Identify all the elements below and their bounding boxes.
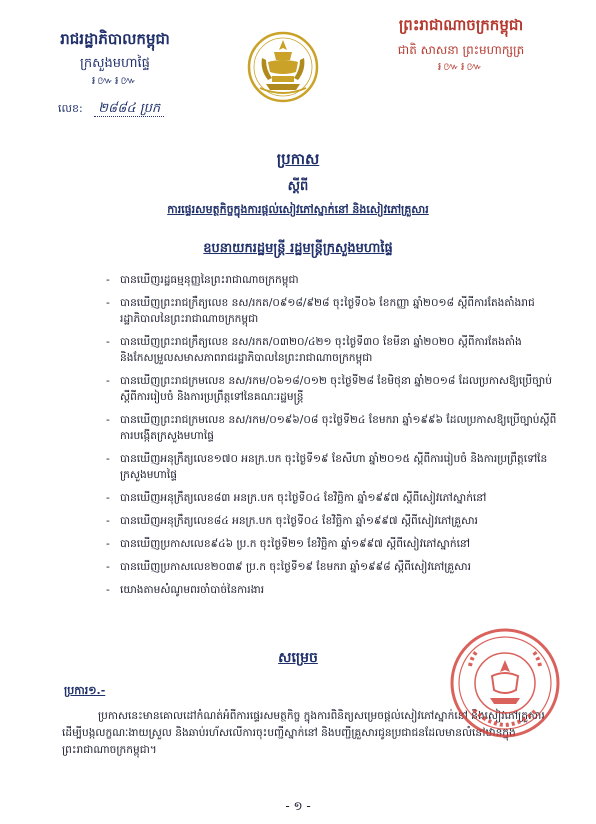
national-motto: ជាតិ សាសនា ព្រះមហាក្សត្រ — [397, 43, 525, 57]
document-type: ប្រកាស — [276, 150, 320, 168]
left-ornament: ៛៚៛៚ — [91, 74, 139, 87]
page-number: - ១ - — [285, 799, 311, 813]
list-item: - យោងតាមសំណូមពរចាំបាច់នៃការងារ — [106, 582, 566, 598]
list-item: - បានឃើញព្រះរាជក្រឹត្យលេខ នស/រកត/០៩១៨/៩២៨ ចុះថ្ងៃទី០៦ ខែកញ្ញា ឆ្នាំ២០១៨ ស្តីពីការតែងតាំងរាជរដ្ឋាភិបាលនៃព្រះរាជាណាចក្រកម្ពុជា — [106, 295, 566, 327]
government-name: រាជរដ្ឋាភិបាលកម្ពុជា — [60, 30, 170, 48]
list-item: - បានឃើញអនុក្រឹត្យលេខ១៧០ អនក្រ.បក ចុះថ្ងៃទី១៩ ខែសីហា ឆ្នាំ២០១៥ ស្តីពីការរៀបចំ និងការប្រព្រឹត្តទៅនៃក្រសួងមហាផ្ទៃ — [106, 451, 566, 483]
ministry-name: ក្រសួងមហាផ្ទៃ — [80, 56, 150, 71]
header-right — [366, 16, 556, 76]
regarding-label: ស្តីពី — [287, 179, 309, 194]
reference-line — [58, 100, 164, 119]
kingdom-name: ព្រះរាជាណាចក្រកម្ពុជា — [398, 16, 524, 34]
article-label: ប្រការ១.- — [64, 684, 106, 697]
document-subject: ការផ្ទេរសមត្ថកិច្ចក្នុងការផ្តល់សៀវភៅស្នាក់នៅ និងសៀវភៅគ្រួសារ — [167, 203, 429, 216]
list-item: - បានឃើញប្រកាសលេខ២០៣៩ ប្រ.ក ចុះថ្ងៃទី១៩ ខែមករា ឆ្នាំ១៩៩៨ ស្តីពីសៀវភៅគ្រួសារ — [106, 559, 566, 575]
issuing-authority: ឧបនាយករដ្ឋមន្ត្រី រដ្ឋមន្ត្រីក្រសួងមហាផ្ទៃ — [203, 241, 393, 256]
title-block — [0, 150, 596, 219]
decision-heading: សម្រេច — [278, 650, 318, 666]
official-seal-icon — [448, 626, 562, 740]
list-item: - បានឃើញអនុក្រឹត្យលេខ៨៤ អនក្រ.បក ចុះថ្ងៃទី០៤ ខែវិច្ឆិកា ឆ្នាំ១៩៩៧ ស្តីពីសៀវភៅគ្រួសារ — [106, 513, 566, 529]
list-item: - បានឃើញព្រះរាជក្រឹត្យលេខ នស/រកត/០៣២០/៤២១ ចុះថ្ងៃទី៣០ ខែមីនា ឆ្នាំ២០២០ ស្តីពីការតែងតាំង និងកែសម្រួលសមាសភាពរាជរដ្ឋាភិបាលនៃព្រះរាជាណាចក្រកម្ពុជា — [106, 334, 566, 366]
header-left — [40, 30, 190, 90]
reference-number: ២៨៨៤ ប្រក — [94, 101, 164, 117]
list-item: - បានឃើញរដ្ឋធម្មនុញ្ញនៃព្រះរាជាណាចក្រកម្ពុជា — [106, 272, 566, 288]
considerations-list — [106, 272, 566, 605]
right-ornament: ៛៚៛៚ — [437, 60, 485, 73]
list-item: - បានឃើញអនុក្រឹត្យលេខ៨៣ អនក្រ.បក ចុះថ្ងៃទី០៤ ខែវិច្ឆិកា ឆ្នាំ១៩៩៧ ស្តីពីសៀវភៅស្នាក់នៅ — [106, 490, 566, 506]
list-item: - បានឃើញប្រកាសលេខ៩៤៦ ប្រ.ក ចុះថ្ងៃទី២១ ខែវិច្ឆិកា ឆ្នាំ១៩៩៧ ស្តីពីសៀវភៅស្នាក់នៅ — [106, 536, 566, 552]
article-text: ប្រកាសនេះមានគោលដៅកំណត់អំពីការផ្ទេរសមត្ថកិច្ច ក្នុងការពិនិត្យសម្រេចផ្តល់សៀវភៅស្នាក់នៅ និងសៀវភៅគ្រួសារ ដើម្បីបង្កលក្ខណៈងាយស្រួល និងឆាប់រហ័សលើការចុះបញ្ជីស្នាក់នៅ និងបញ្ជីគ្រួសារជូនប្រជាជនដែលមានលំនៅឋានក្នុងព្រះរាជាណាចក្រកម្ពុជា។ — [62, 710, 545, 756]
list-item: - បានឃើញព្រះរាជក្រមលេខ នស/រកម/០៦១៨/០១២ ចុះថ្ងៃទី២៨ ខែមិថុនា ឆ្នាំ២០១៨ ដែលប្រកាសឱ្យប្រើច្បាប់ស្តីពីការរៀបចំ និងការប្រព្រឹត្តទៅនៃគណៈរដ្ឋមន្ត្រី — [106, 373, 566, 405]
reference-label: លេខ: — [58, 102, 83, 115]
royal-emblem-icon — [246, 30, 320, 104]
list-item: - បានឃើញព្រះរាជក្រមលេខ នស/រកម/០១៩៦/០៨ ចុះថ្ងៃទី២៤ ខែមករា ឆ្នាំ១៩៩៦ ដែលប្រកាសឱ្យប្រើច្បាប់ស្តីពីការបង្កើតក្រសួងមហាផ្ទៃ — [106, 412, 566, 444]
